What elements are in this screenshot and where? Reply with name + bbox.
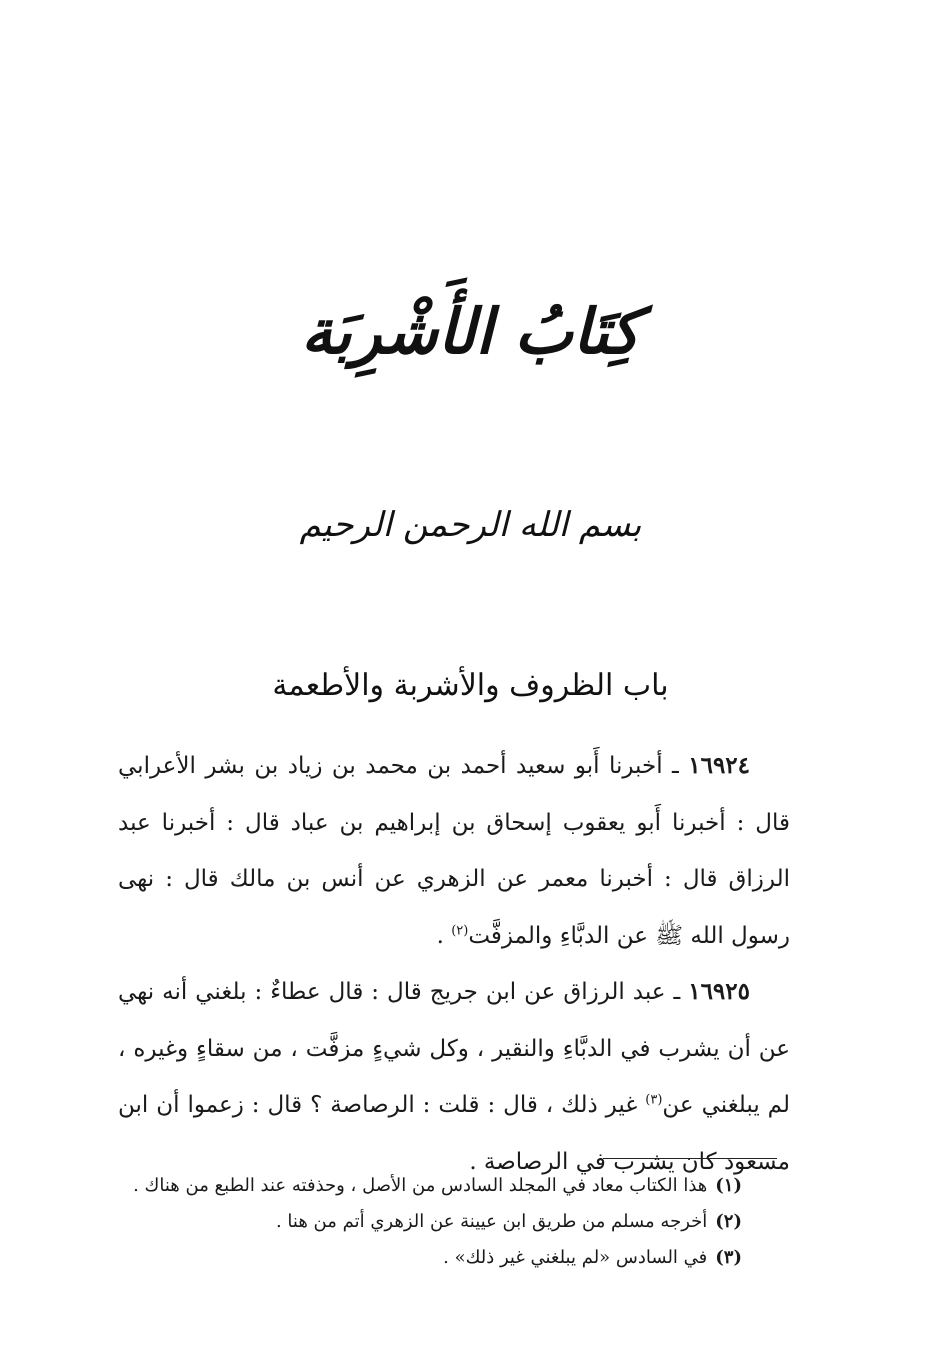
hadith-text-end: .	[436, 922, 452, 949]
footnote-text: في السادس «لم يبلغني غير ذلك» .	[443, 1247, 708, 1268]
footnote-number: (١)	[715, 1175, 742, 1196]
footnote	[110, 1204, 742, 1240]
hadith-text-continued: غير ذلك ، قال : قلت : الرصاصة ؟ قال : زعموا أن ابن مسعود كان يشرب في الرصاصة .	[118, 1092, 790, 1175]
book-title: كِتَابُ الأَشْرِبَة	[301, 295, 640, 368]
footnote-text: هذا الكتاب معاد في المجلد السادس من الأصل ، وحذفته عند الطبع من هناك .	[133, 1175, 708, 1196]
hadith-text-block	[118, 738, 790, 1190]
footnote-number: (٣)	[715, 1247, 742, 1268]
hadith-paragraph	[118, 964, 790, 1190]
footnote-reference[interactable]: (٣)	[645, 1092, 663, 1108]
hadith-number: ١٦٩٢٥	[688, 978, 750, 1005]
hadith-number: ١٦٩٢٤	[688, 752, 751, 779]
footnote-separator	[603, 1158, 777, 1159]
chapter-title: باب الظروف والأشربة والأطعمة	[272, 668, 669, 703]
hadith-paragraph	[118, 738, 790, 964]
footnote-text: أخرجه مسلم من طريق ابن عيينة عن الزهري أتم من هنا .	[275, 1211, 708, 1232]
footnote	[110, 1240, 742, 1276]
footnote-number: (٢)	[715, 1211, 742, 1232]
basmala: بسم الله الرحمن الرحيم	[299, 505, 642, 545]
footnote	[110, 1168, 742, 1204]
footnotes	[110, 1168, 742, 1276]
hadith-text: ـ أخبرنا أَبو سعيد أحمد بن محمد بن زياد بن بشر الأعرابي قال : أخبرنا أَبو يعقوب إسحاق بن إبراهيم بن عباد قال : أخبرنا عبد الرزاق قال : أخبرنا معمر عن الزهري عن أنس بن مالك قال : نهى رسول الله ﷺ عن الدبَّاءِ والمزفَّت	[118, 753, 790, 949]
footnote-reference[interactable]: (٢)	[451, 922, 469, 938]
hadith-text: ـ عبد الرزاق عن ابن جريج قال : قال عطاءٌ : بلغني أنه نهي عن أن يشرب في الدبَّاءِ والنقير ، وكل شيءٍ مزفَّت ، من سقاءٍ وغيره ، لم يبلغني عن	[118, 979, 790, 1118]
